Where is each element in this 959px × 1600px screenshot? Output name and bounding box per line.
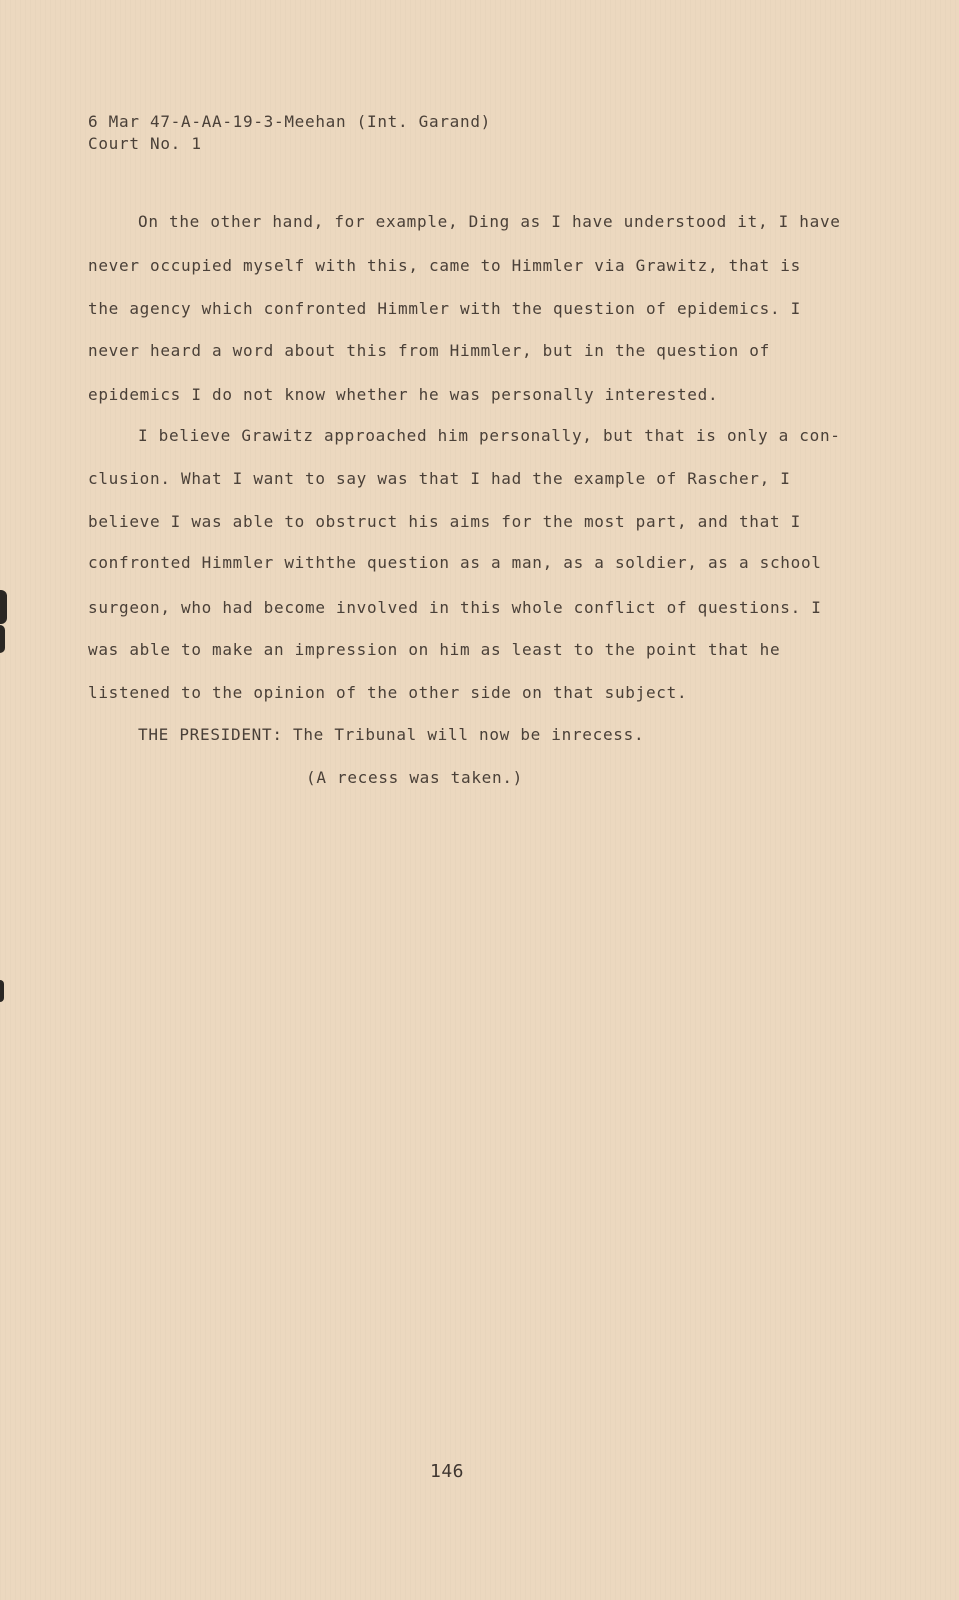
header-reference: 6 Mar 47-A-AA-19-3-Meehan (Int. Garand) <box>88 112 491 131</box>
paragraph1-line: the agency which confronted Himmler with the question of epidemics. I <box>88 299 801 318</box>
paragraph2-line: believe I was able to obstruct his aims for the most part, and that I <box>88 512 801 531</box>
header-court: Court No. 1 <box>88 134 202 153</box>
page-number: 146 <box>430 1461 465 1482</box>
paragraph2-line: clusion. What I want to say was that I had the example of Rascher, I <box>88 469 791 488</box>
paragraph1-line: never occupied myself with this, came to Himmler via Grawitz, that is <box>88 256 801 275</box>
paragraph2-line: confronted Himmler withthe question as a man, as a soldier, as a school <box>88 553 822 572</box>
paragraph2-line: was able to make an impression on him as least to the point that he <box>88 640 781 659</box>
paragraph1-line: On the other hand, for example, Ding as I have understood it, I have <box>138 212 841 231</box>
paragraph1-line: never heard a word about this from Himmler, but in the question of <box>88 341 770 360</box>
paragraph2-line: surgeon, who had become involved in this whole conflict of questions. I <box>88 598 822 617</box>
paragraph2-line: listened to the opinion of the other side on that subject. <box>88 683 688 702</box>
paragraph1-line: epidemics I do not know whether he was personally interested. <box>88 385 719 404</box>
president-statement: THE PRESIDENT: The Tribunal will now be inrecess. <box>138 725 645 744</box>
paragraph2-line: I believe Grawitz approached him personally, but that is only a con- <box>138 426 841 445</box>
recess-note: (A recess was taken.) <box>306 768 523 787</box>
